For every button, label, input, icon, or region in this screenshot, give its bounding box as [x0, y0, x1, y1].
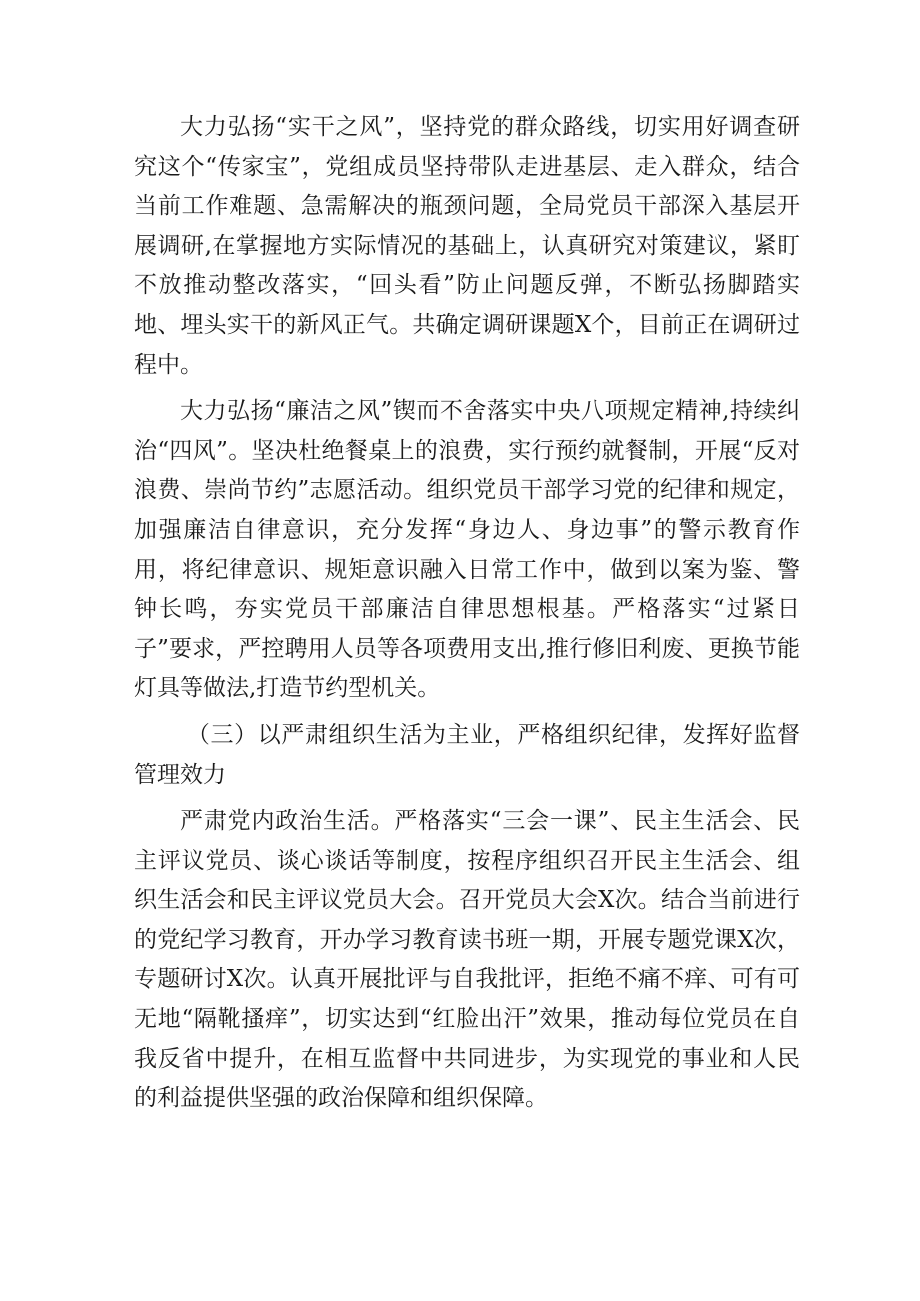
document-body: [134, 108, 800, 1126]
paragraph-practical-style: 大力弘扬“实干之风”，坚持党的群众路线，切实用好调查研究这个“传家宝”，党组成员坚持带队走进基层、走入群众，结合当前工作难题、急需解决的瓶颈问题，全局党员干部深入基层开展调研,在掌握地方实际情况的基础上，认真研究对策建议，紧盯不放推动整改落实，“回头看”防止问题反弹，不断弘扬脚踏实地、埋头实干的新风正气。共确定调研课题X个，目前正在调研过程中。: [134, 114, 800, 378]
paragraph-political-life: 严肃党内政治生活。严格落实“三会一课”、民主生活会、民主评议党员、谈心谈话等制度，按程序组织召开民主生活会、组织生活会和民主评议党员大会。召开党员大会X次。结合当前进行的党纪学习教育，开办学习教育读书班一期，开展专题党课X次，专题研讨X次。认真开展批评与自我批评，拒绝不痛不痒、可有可无地“隔靴搔痒”，切实达到“红脸出汗”效果，推动每位党员在自我反省中提升，在相互监督中共同进步，为实现党的事业和人民的利益提供坚强的政治保障和组织保障。: [134, 808, 800, 1112]
paragraph-integrity-style: 大力弘扬“廉洁之风”锲而不舍落实中央八项规定精神,持续纠治“四风”。坚决杜绝餐桌上的浪费，实行预约就餐制，开展“反对浪费、崇尚节约”志愿活动。组织党员干部学习党的纪律和规定，加强廉洁自律意识，充分发挥“身边人、身边事”的警示教育作用，将纪律意识、规矩意识融入日常工作中，做到以案为鉴、警钟长鸣，夯实党员干部廉洁自律思想根基。严格落实“过紧日子”要求，严控聘用人员等各项费用支出,推行修旧利废、更换节能灯具等做法,打造节约型机关。: [134, 398, 800, 702]
section-heading-3: （三）以严肃组织生活为主业，严格组织纪律，发挥好监督管理效力: [134, 721, 800, 788]
